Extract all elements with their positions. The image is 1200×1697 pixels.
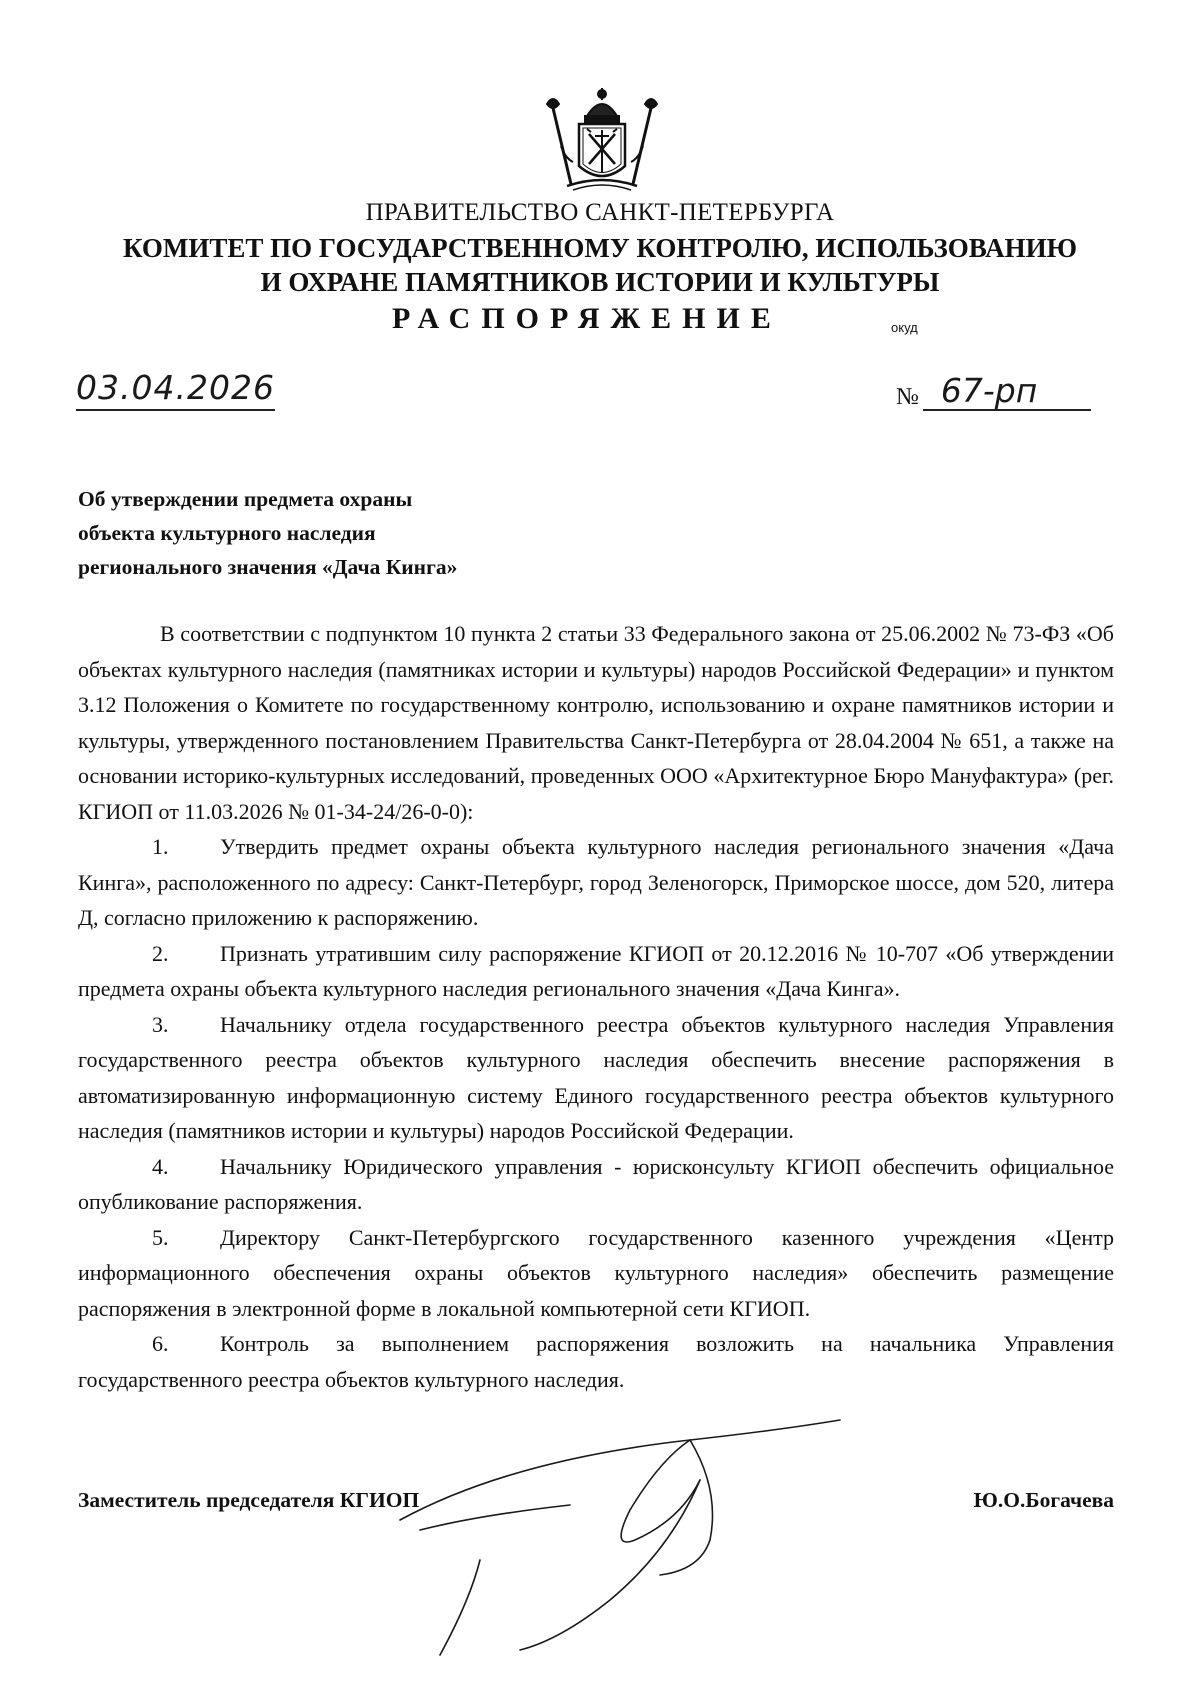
document-subject [78,482,457,584]
committee-name-line1: КОМИТЕТ ПО ГОСУДАРСТВЕННОМУ КОНТРОЛЮ, ИСПОЛЬЗОВАНИЮ [123,233,1077,263]
subject-line-1: Об утверждении предмета охраны [78,487,413,511]
coat-of-arms-icon [543,86,661,196]
item-number: 2. [152,940,169,966]
preamble-paragraph: В соответствии с подпунктом 10 пункта 2 статьи 33 Федерального закона от 25.06.2002 № 73-ФЗ «Об объектах культурного наследия (памятниках истории и культуры) народов Российской Федерации» и пунктом 3.12 Положения о Комитете по государственному контролю, использованию и охране памятников истории и культуры, утвержденного постановлением Правительства Санкт-Петербурга от 28.04.2004 № 651, а также на основании историко-культурных исследований, проведенных ООО «Архитектурное Бюро Мануфактура» (рег. КГИОП от 11.03.2026 № 01-34-24/26-0-0): [78,621,1114,824]
item-text: Контроль за выполнением распоряжения возложить на начальника Управления государственного реестра объектов культурного наследия. [78,1331,1114,1392]
item-text: Начальнику Юридического управления - юрисконсульту КГИОП обеспечить официальное опубликование распоряжения. [78,1153,1114,1214]
item-number: 4. [152,1153,169,1179]
list-item [78,936,1114,1007]
number-sign: № [896,384,919,410]
item-text: Директору Санкт-Петербургского государственного казенного учреждения «Центр информационного обеспечения охраны объектов культурного наследия» обеспечить размещение распоряжения в электронной форме в локальной компьютерной сети КГИОП. [78,1224,1114,1321]
subject-line-2: объекта культурного наследия [78,521,376,545]
list-item [78,1220,1114,1327]
government-name: ПРАВИТЕЛЬСТВО САНКТ-ПЕТЕРБУРГА [365,199,835,226]
item-text: Начальнику отдела государственного реестра объектов культурного наследия Управления государственного реестра объектов культурного наследия обеспечить внесение распоряжения в автоматизированную информационную систему Единого государственного реестра объектов культурного наследия (памятников истории и культуры) народов Российской Федерации. [78,1011,1114,1143]
document-body [78,616,1114,1397]
list-item [78,1007,1114,1149]
list-item [78,1326,1114,1397]
handwritten-signature-icon [360,1400,860,1670]
document-number-block [896,373,1091,411]
document-date: 03.04.2026 [76,368,275,411]
item-number: 1. [152,834,169,859]
list-item [78,829,1114,936]
list-item [78,1149,1114,1220]
subject-line-3: регионального значения «Дача Кинга» [78,555,458,579]
document-number: 67-рп [923,373,1091,411]
item-text: Утвердить предмет охраны объекта культурного наследия регионального значения «Дача Кинга», расположенного по адресу: Санкт-Петербург, город Зеленогорск, Приморское шоссе, дом 520, литера Д, согласно приложению к распоряжению. [78,834,1114,930]
okud-label: окуд [891,320,918,335]
committee-name-line2: И ОХРАНЕ ПАМЯТНИКОВ ИСТОРИИ И КУЛЬТУРЫ [260,267,940,297]
item-text: Признать утратившим силу распоряжение КГИОП от 20.12.2016 № 10-707 «Об утверждении предмета охраны объекта культурного наследия регионального значения «Дача Кинга». [78,940,1114,1001]
signatory-name: Ю.О.Богачева [973,1488,1114,1512]
signatory-title: Заместитель председателя КГИОП [78,1488,420,1512]
document-type: РАСПОРЯЖЕНИЕ [392,302,782,335]
item-number: 3. [152,1011,169,1037]
item-number: 5. [152,1224,169,1250]
item-number: 6. [152,1331,169,1356]
